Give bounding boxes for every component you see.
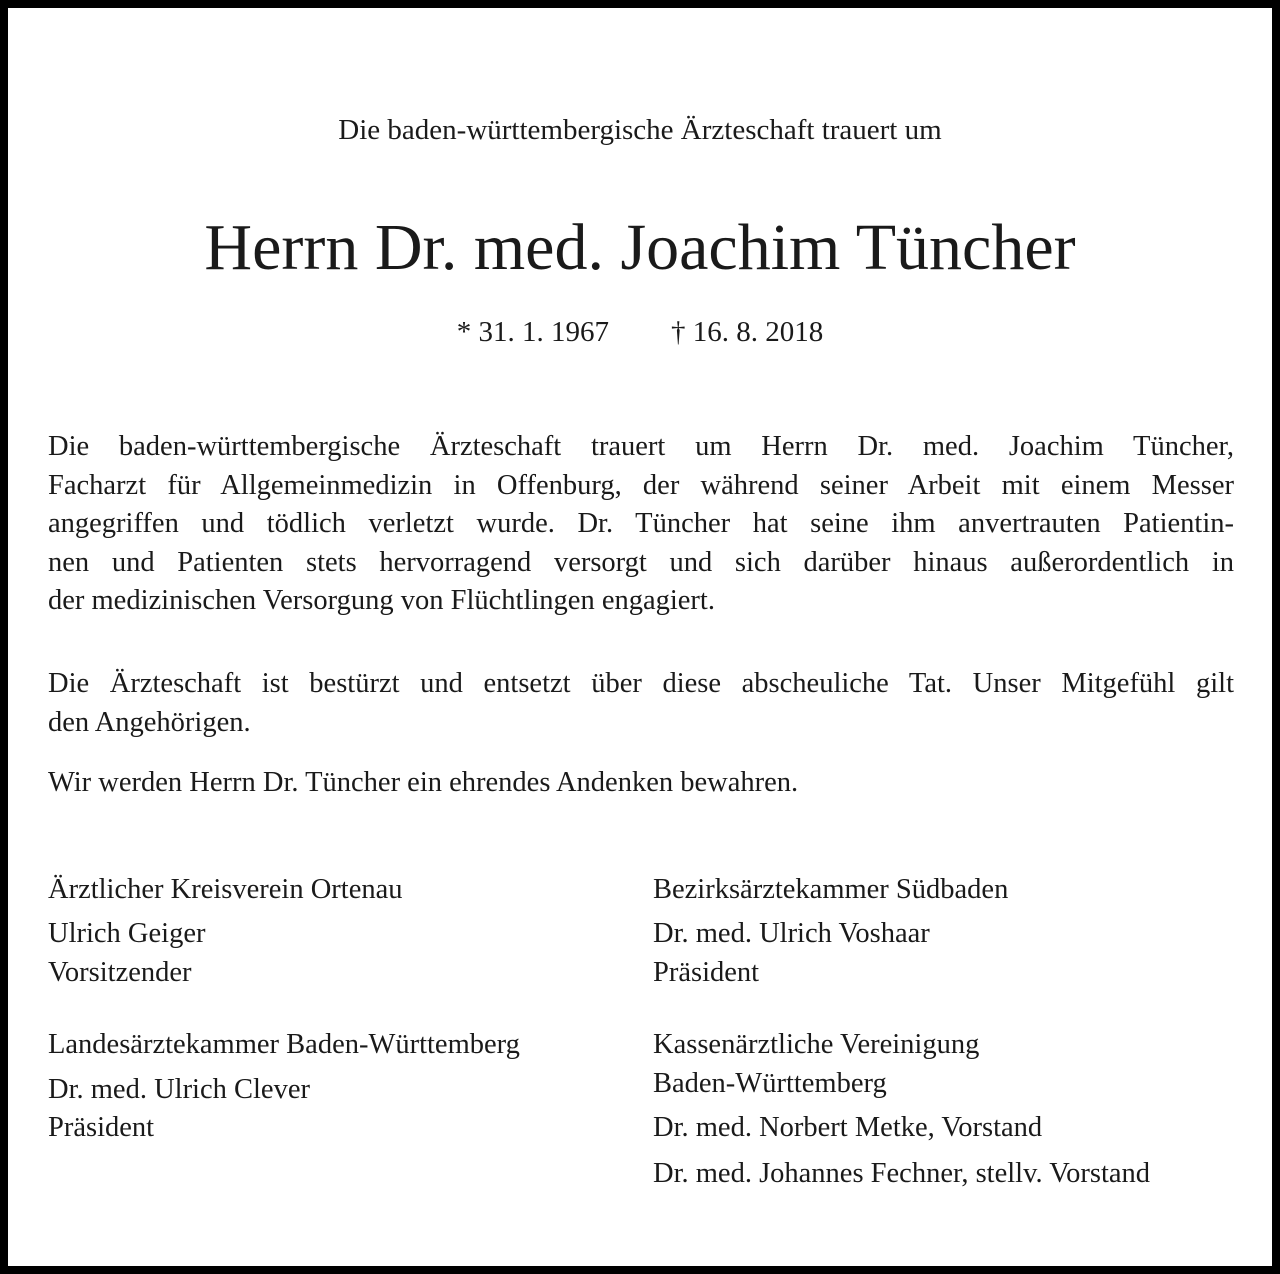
signatory-org-kreisverein: Ärztlicher Kreisverein Ortenau	[48, 874, 403, 905]
signatory-org-kv-line1: Kassenärztliche Vereinigung	[653, 1029, 980, 1060]
signatory-person-bezirk: Dr. med. Ulrich Voshaar	[653, 918, 930, 949]
paragraph-line: Facharzt für Allgemeinmedizin in Offenburg, der während seiner Arbeit mit einem Messer	[48, 469, 1234, 501]
paragraph-line: den Angehörigen.	[48, 706, 251, 738]
paragraph-condolence	[48, 665, 1234, 742]
paragraph-line: Die Ärzteschaft ist bestürzt und entsetzt über diese abscheuliche Tat. Unser Mitgefühl gilt	[48, 668, 1234, 699]
signatory-person-landes: Dr. med. Ulrich Clever	[48, 1074, 310, 1105]
signatory-role-kreisverein: Vorsitzender	[48, 957, 192, 988]
paragraph-line: der medizinischen Versorgung von Flüchtlingen engagiert.	[48, 585, 715, 616]
signatory-person-kv-2: Dr. med. Johannes Fechner, stellv. Vorstand	[653, 1158, 1151, 1189]
signatory-person-kv-1: Dr. med. Norbert Metke, Vorstand	[653, 1112, 1043, 1143]
birth-date: * 31. 1. 1967	[456, 316, 609, 348]
paragraph-line: angegriffen und tödlich verletzt wurde. Dr. Tüncher hat seine ihm anvertrauten Patientin-	[48, 508, 1234, 539]
deceased-name: Herrn Dr. med. Joachim Tüncher	[204, 211, 1076, 284]
life-dates	[8, 314, 1272, 350]
paragraph-remembrance	[48, 764, 1234, 803]
paragraph-tribute	[48, 428, 1234, 621]
death-date: † 16. 8. 2018	[671, 316, 824, 348]
paragraph-line: Wir werden Herrn Dr. Tüncher ein ehrendes Andenken bewahren.	[48, 767, 799, 798]
paragraph-line: Die baden-württembergische Ärzteschaft trauert um Herrn Dr. med. Joachim Tüncher,	[48, 431, 1234, 462]
signatory-person-kreisverein: Ulrich Geiger	[48, 918, 206, 949]
signatory-org-bezirk: Bezirksärztekammer Südbaden	[653, 874, 1009, 905]
signatory-role-landes: Präsident	[48, 1112, 155, 1143]
signatory-org-landes: Landesärztekammer Baden-Württemberg	[48, 1029, 520, 1060]
signatory-org-kv-line2: Baden-Württemberg	[653, 1068, 887, 1099]
paragraph-line: nen und Patienten stets hervorragend versorgt und sich darüber hinaus außerordentlich in	[48, 546, 1234, 578]
intro-line: Die baden-württembergische Ärzteschaft trauert um	[338, 114, 942, 146]
signatory-role-bezirk: Präsident	[653, 957, 760, 988]
